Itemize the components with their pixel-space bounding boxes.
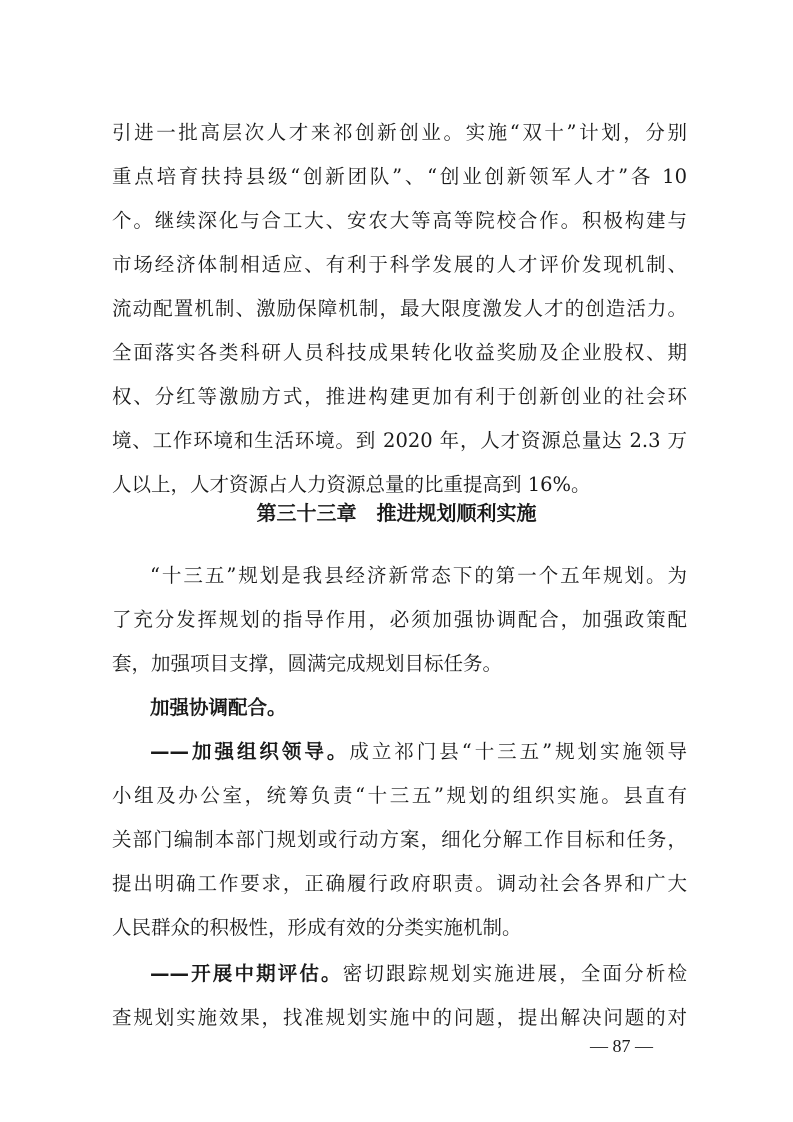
text-line: 人以上，人才资源占人力资源总量的比重提高到 16%。 [112,473,591,496]
item-text: 成立祁门县“十三五”规划实施领导 [349,740,687,763]
section-heading: 加强协调配合。 [150,696,287,719]
text-line: 关部门编制本部门规划或行动方案，细化分解工作目标和任务， [112,828,687,851]
text-line: 权、分红等激励方式，推进构建更加有利于创新创业的社会环 [112,385,687,408]
text-line: 提出明确工作要求，正确履行政府职责。调动社会各界和广大 [112,872,687,895]
chapter-heading: 第三十三章 推进规划顺利实施 [256,501,537,525]
item-lead: ——开展中期评估。 [150,962,343,985]
item-text: 密切跟踪规划实施进展，全面分析检 [342,962,687,985]
text-line: 了充分发挥规划的指导作用，必须加强协调配合，加强政策配 [112,608,687,631]
text-line: 引进一批高层次人才来祁创新创业。实施“双十”计划，分别 [112,121,687,144]
text-line: 人民群众的积极性，形成有效的分类实施机制。 [112,916,522,939]
text-line: 小组及办公室，统筹负责“十三五”规划的组织实施。县直有 [112,784,687,807]
text-line: “十三五”规划是我县经济新常态下的第一个五年规划。为 [150,564,687,587]
text-line: 个。继续深化与合工大、安农大等高等院校合作。积极构建与 [112,209,687,232]
text-line [150,736,687,768]
item-lead: ——加强组织领导。 [150,740,350,763]
text-line: 市场经济体制相适应、有利于科学发展的人才评价发现机制、 [112,253,687,276]
text-line: 套，加强项目支撑，圆满完成规划目标任务。 [112,652,503,675]
text-line: 境、工作环境和生活环境。到 2020 年，人才资源总量达 2.3 万 [112,429,687,452]
text-line: 查规划实施效果，找准规划实施中的问题，提出解决问题的对 [112,1006,687,1029]
page-number: — 87 — [590,1036,653,1056]
text-line: 全面落实各类科研人员科技成果转化收益奖励及企业股权、期 [112,341,687,364]
text-line [150,958,687,990]
text-line: 流动配置机制、激励保障机制，最大限度激发人才的创造活力。 [112,297,687,320]
text-line: 重点培育扶持县级“创新团队”、“创业创新领军人才”各 10 [112,165,687,188]
